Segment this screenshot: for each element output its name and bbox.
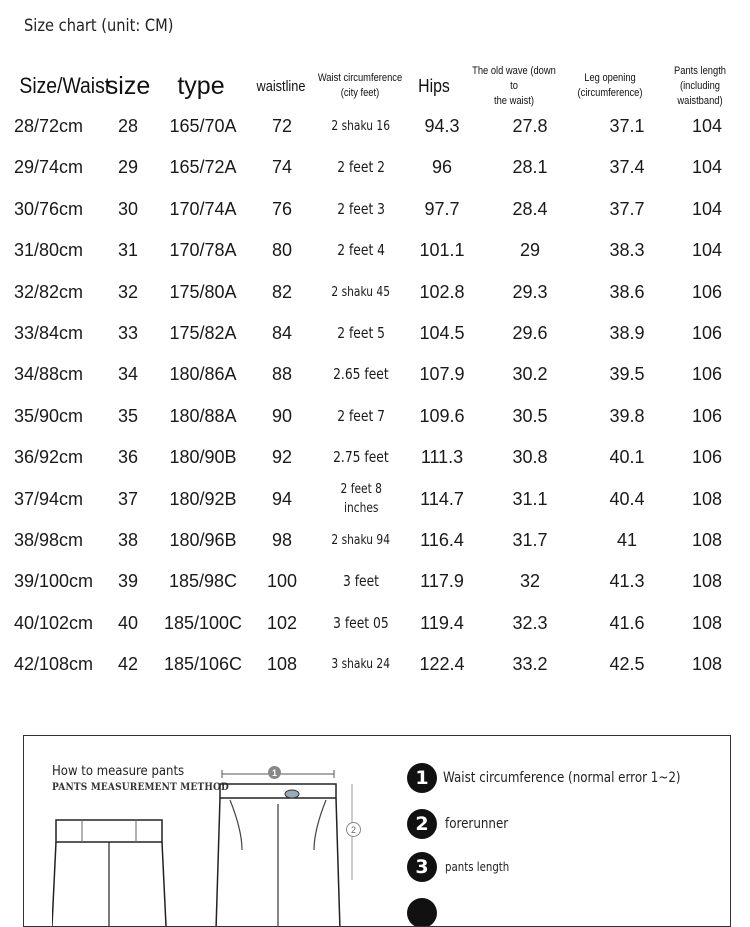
cell-pants-length: 106 (691, 364, 723, 385)
cell-leg-opening: 41 (616, 530, 638, 550)
cell-waistline: 88 (271, 364, 293, 385)
cell-pants-length: 104 (691, 157, 723, 178)
cell-waistline: 100 (266, 571, 298, 592)
cell-size-waist: 35/90cm (14, 405, 84, 426)
table-row (0, 561, 750, 602)
waist-circumference-line1: 3 feet 05 (333, 613, 389, 632)
cell-old-wave: 28.4 (512, 198, 548, 219)
header-waist-circumference-line1: Waist circumference (317, 72, 403, 84)
cell-leg-opening: 38.6 (609, 281, 645, 302)
cell-waistline: 72 (271, 116, 293, 136)
cell-leg-opening: 39.8 (609, 405, 645, 426)
pants-diagram-icon (212, 760, 372, 927)
header-waistline: waistline (256, 77, 306, 95)
table-row (0, 603, 750, 644)
waist-circumference-line1: 2 shaku 94 (331, 533, 391, 548)
header-size-waist: Size/Waist (19, 73, 111, 98)
cell-leg-opening: 39.5 (609, 364, 645, 385)
cell-type: 185/106C (163, 654, 243, 675)
cell-waist-circumference (305, 644, 417, 685)
cell-pants-length: 104 (691, 116, 723, 136)
waist-circumference-text (337, 241, 385, 260)
waist-circumference-line1: 2 feet 3 (337, 199, 385, 218)
table-row (0, 396, 750, 437)
cell-hips: 97.7 (424, 198, 460, 219)
guide-item-forerunner (407, 809, 519, 839)
cell-size-waist: 37/94cm (14, 488, 84, 509)
cell-size: 37 (117, 488, 139, 509)
table-row (0, 106, 750, 147)
cell-old-wave: 29.3 (512, 281, 548, 302)
cell-old-wave: 31.1 (512, 488, 548, 509)
guide-item-pants-length-text: pants length (445, 860, 510, 874)
cell-waist-circumference (305, 189, 417, 230)
cell-size-waist: 30/76cm (14, 198, 84, 219)
header-leg-opening (573, 60, 648, 112)
cell-hips: 116.4 (420, 530, 464, 550)
cell-pants-length: 108 (691, 654, 723, 675)
diagram-marker-2: 2 (346, 822, 361, 837)
cell-waist-circumference (305, 603, 417, 644)
cell-waist-circumference (305, 437, 417, 478)
cell-pants-length: 104 (691, 240, 723, 261)
cell-leg-opening: 37.4 (609, 157, 645, 178)
table-row (0, 313, 750, 354)
guide-item-waist-text: Waist circumference (normal error 1~2) (443, 770, 681, 786)
number-2-icon: 2 (407, 809, 437, 839)
table-row (0, 354, 750, 395)
cell-size: 31 (117, 240, 139, 261)
table-row (0, 479, 750, 520)
cell-size-waist: 38/98cm (14, 530, 84, 550)
cell-old-wave: 33.2 (512, 654, 548, 675)
cell-old-wave: 30.2 (512, 364, 548, 385)
cell-leg-opening: 40.1 (609, 447, 645, 468)
cell-hips: 101.1 (419, 240, 465, 261)
waist-circumference-text (333, 365, 389, 384)
header-waist-circumference (313, 60, 407, 112)
table-row (0, 147, 750, 188)
cell-old-wave: 32 (519, 571, 541, 592)
cell-waist-circumference (305, 147, 417, 188)
header-hips: Hips (418, 75, 450, 96)
cell-old-wave: 32.3 (512, 612, 548, 633)
header-size: size (105, 71, 151, 100)
waist-circumference-line1: 2 feet 7 (337, 406, 385, 425)
cell-type: 165/72A (169, 157, 237, 178)
cell-pants-length: 106 (691, 323, 723, 343)
cell-leg-opening: 42.5 (609, 654, 645, 675)
waist-circumference-text (332, 283, 391, 302)
cell-leg-opening: 40.4 (609, 488, 645, 509)
cell-hips: 117.9 (420, 571, 464, 592)
cell-waist-circumference (305, 313, 417, 354)
cell-pants-length: 106 (691, 405, 723, 426)
waist-circumference-line1: 2 shaku 16 (331, 119, 391, 134)
cell-old-wave: 30.8 (512, 447, 548, 468)
cell-pants-length: 106 (691, 281, 723, 302)
cell-type: 180/88A (169, 405, 237, 426)
cell-waistline: 84 (271, 323, 293, 343)
cell-size: 40 (117, 612, 139, 633)
cell-type: 185/100C (163, 612, 243, 633)
cell-hips: 107.9 (419, 364, 465, 385)
cell-leg-opening: 38.3 (609, 240, 645, 261)
cell-type: 180/96B (169, 530, 237, 550)
cell-hips: 109.6 (419, 405, 465, 426)
cell-hips: 94.3 (424, 116, 460, 136)
cell-pants-length: 108 (691, 488, 723, 509)
guide-subtitle: PANTS MEASUREMENT METHOD (52, 782, 230, 793)
table-row (0, 437, 750, 478)
cell-type: 175/80A (169, 281, 237, 302)
waist-circumference-line1: 2 feet 4 (337, 241, 385, 260)
cell-pants-length: 104 (691, 198, 723, 219)
waist-circumference-text (337, 407, 385, 426)
cell-waist-circumference (305, 396, 417, 437)
waist-circumference-line1: 2.75 feet (333, 448, 389, 467)
waist-circumference-line1: 2 feet 2 (337, 158, 385, 177)
cell-type: 180/90B (169, 447, 237, 468)
cell-waist-circumference (305, 561, 417, 602)
cell-size: 34 (117, 364, 139, 385)
waist-circumference-line1: 2.65 feet (333, 365, 389, 384)
waist-circumference-text (337, 200, 385, 219)
waist-circumference-text (337, 158, 385, 177)
cell-pants-length: 108 (691, 612, 723, 633)
cell-size: 30 (117, 198, 139, 219)
cell-old-wave: 28.1 (512, 157, 548, 178)
cell-size-waist: 39/100cm (14, 571, 94, 592)
cell-pants-length: 108 (691, 530, 723, 550)
cell-waist-circumference (305, 479, 417, 520)
guide-item-forerunner-text: forerunner (445, 816, 509, 832)
size-chart-caption: Size chart (unit: CM) (24, 16, 174, 36)
cell-waistline: 94 (271, 488, 293, 509)
cell-old-wave: 31.7 (512, 530, 548, 550)
cell-leg-opening: 38.9 (609, 323, 645, 343)
waist-circumference-text (332, 117, 391, 136)
header-old-wave-line2: the waist) (493, 94, 535, 107)
waist-circumference-text (333, 448, 389, 467)
cell-type: 170/74A (169, 198, 237, 219)
cell-size: 39 (117, 571, 139, 592)
cell-hips: 102.8 (419, 281, 465, 302)
header-old-wave (470, 60, 558, 112)
header-leg-opening-line2: (circumference) (577, 87, 643, 99)
cell-size-waist: 36/92cm (14, 447, 84, 468)
cell-leg-opening: 41.6 (609, 612, 645, 633)
waist-circumference-text (340, 480, 381, 518)
cell-old-wave: 29.6 (512, 323, 548, 343)
header-old-wave-line1: The old wave (down to (472, 64, 556, 92)
waist-circumference-line1: 2 shaku 45 (331, 284, 391, 300)
cell-pants-length: 108 (691, 571, 723, 592)
header-pants-length-line1: Pants length (674, 64, 726, 77)
table-row (0, 230, 750, 271)
table-row (0, 189, 750, 230)
waist-circumference-text (332, 655, 391, 674)
waist-circumference-line2: inches (343, 501, 379, 517)
waist-circumference-text (333, 614, 389, 633)
cell-hips: 122.4 (419, 654, 465, 675)
waist-circumference-line1: 3 feet (342, 572, 380, 591)
number-1-icon: 1 (407, 763, 437, 793)
cell-size-waist: 29/74cm (14, 157, 84, 178)
header-pants-length-line3: waistband) (677, 94, 723, 107)
cell-size: 32 (117, 281, 139, 302)
cell-type: 180/86A (169, 364, 237, 385)
guide-item-pants-length (407, 852, 521, 882)
cell-size: 29 (117, 157, 139, 178)
pants-sketch-icon (52, 816, 182, 926)
header-leg-opening-line1: Leg opening (584, 72, 636, 84)
cell-waistline: 92 (271, 447, 293, 468)
number-3-icon: 3 (407, 852, 437, 882)
cell-waistline: 102 (266, 612, 298, 633)
cell-old-wave: 30.5 (512, 405, 548, 426)
cell-size: 33 (117, 323, 139, 343)
waist-circumference-line1: 3 shaku 24 (331, 657, 391, 673)
cell-waistline: 90 (271, 405, 293, 426)
table-row (0, 520, 750, 561)
cell-size: 28 (117, 116, 139, 136)
cell-pants-length: 106 (691, 447, 723, 468)
cell-type: 170/78A (169, 240, 237, 261)
cell-waistline: 98 (271, 530, 293, 550)
cell-type: 180/92B (169, 488, 237, 509)
cell-waistline: 108 (266, 654, 298, 675)
cell-size: 42 (117, 654, 139, 675)
cell-waist-circumference (305, 272, 417, 313)
cell-hips: 104.5 (419, 323, 465, 343)
cell-size-waist: 42/108cm (14, 654, 94, 675)
guide-title: How to measure pants (52, 764, 185, 779)
cell-size: 38 (117, 530, 139, 550)
cell-size: 36 (117, 447, 139, 468)
cell-waist-circumference (305, 106, 417, 147)
cell-size-waist: 34/88cm (14, 364, 84, 385)
cell-type: 185/98C (168, 571, 238, 592)
header-waist-circumference-line2: (city feet) (340, 87, 380, 99)
measurement-guide (23, 735, 731, 927)
cell-old-wave: 29 (519, 240, 541, 261)
cell-type: 165/70A (169, 116, 237, 136)
cell-size: 35 (117, 405, 139, 426)
cell-waistline: 82 (271, 281, 293, 302)
cell-type: 175/82A (169, 323, 237, 343)
cell-size-waist: 31/80cm (14, 240, 84, 261)
diagram-marker-1: 1 (268, 766, 281, 779)
guide-item-waist (407, 763, 722, 793)
cell-waistline: 74 (271, 157, 293, 178)
waist-circumference-text (332, 531, 391, 550)
waist-circumference-line1: 2 feet 8 (340, 482, 382, 498)
header-pants-length-line2: (including (679, 79, 721, 92)
cell-size-waist: 33/84cm (14, 323, 84, 343)
cell-size-waist: 40/102cm (14, 612, 94, 633)
cell-size-waist: 28/72cm (14, 116, 84, 136)
cell-leg-opening: 37.1 (609, 116, 645, 136)
number-4-icon (407, 898, 437, 927)
table-row (0, 272, 750, 313)
table-row (0, 644, 750, 685)
waist-circumference-text (337, 324, 385, 343)
cell-size-waist: 32/82cm (14, 281, 84, 302)
cell-waistline: 76 (271, 198, 293, 219)
header-type: type (177, 71, 225, 100)
cell-leg-opening: 37.7 (609, 198, 645, 219)
cell-waistline: 80 (271, 240, 293, 261)
cell-hips: 96 (431, 157, 453, 178)
waist-circumference-line1: 2 feet 5 (337, 324, 385, 342)
cell-hips: 119.4 (420, 612, 464, 633)
cell-hips: 111.3 (420, 447, 464, 468)
cell-hips: 114.7 (420, 488, 464, 509)
cell-leg-opening: 41.3 (609, 571, 645, 592)
waist-circumference-text (343, 572, 379, 591)
cell-old-wave: 27.8 (512, 116, 548, 136)
cell-waist-circumference (305, 230, 417, 271)
cell-waist-circumference (305, 520, 417, 561)
cell-waist-circumference (305, 354, 417, 395)
